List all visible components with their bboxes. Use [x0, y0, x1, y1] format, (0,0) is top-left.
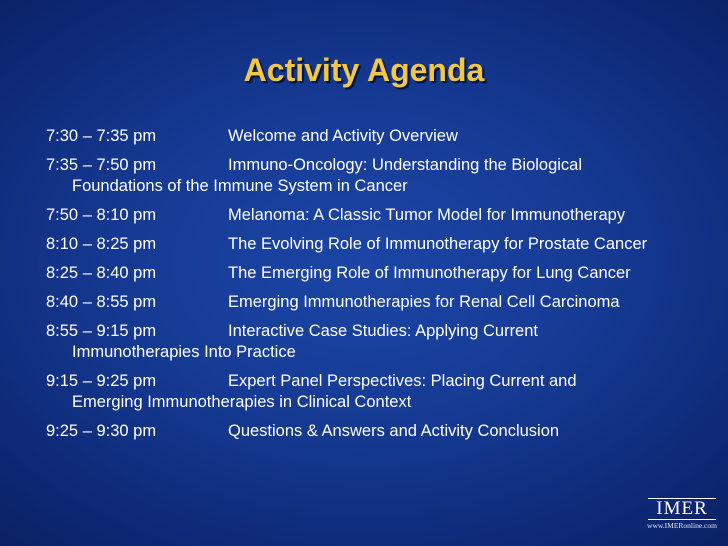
- imer-logo: [646, 498, 718, 530]
- logo-bottom-rule: [648, 519, 716, 520]
- agenda-topic: Emerging Immunotherapies for Renal Cell Carcinoma: [228, 293, 620, 311]
- slide-title: Activity Agenda: [243, 52, 485, 88]
- agenda-time: 9:25 – 9:30 pm: [46, 422, 157, 440]
- agenda-topic-continued: Foundations of the Immune System in Cancer: [72, 177, 408, 195]
- agenda-topic: The Emerging Role of Immunotherapy for Lung Cancer: [228, 264, 631, 282]
- agenda-topic: The Evolving Role of Immunotherapy for Prostate Cancer: [228, 235, 648, 253]
- agenda-item: [46, 371, 726, 413]
- agenda-item: [46, 292, 726, 313]
- agenda-topic: Interactive Case Studies: Applying Current: [228, 322, 538, 340]
- agenda-time: 7:50 – 8:10 pm: [46, 206, 157, 224]
- agenda-topic: Immuno-Oncology: Understanding the Biological: [228, 156, 583, 174]
- agenda-time: 9:15 – 9:25 pm: [46, 372, 157, 390]
- agenda-item: [46, 421, 726, 442]
- agenda-item: [46, 234, 726, 255]
- agenda-item: [46, 205, 726, 226]
- logo-brand: IMER: [656, 498, 708, 519]
- agenda-topic-continued: Immunotherapies Into Practice: [72, 343, 296, 361]
- agenda-item: [46, 126, 726, 147]
- agenda-time: 8:40 – 8:55 pm: [46, 293, 157, 311]
- agenda-topic: Melanoma: A Classic Tumor Model for Immunotherapy: [228, 206, 626, 224]
- agenda-list: [46, 126, 726, 450]
- agenda-item: [46, 263, 726, 284]
- agenda-topic: Welcome and Activity Overview: [228, 127, 458, 145]
- agenda-item: [46, 155, 726, 197]
- agenda-topic: Expert Panel Perspectives: Placing Current and: [228, 372, 577, 390]
- agenda-item: [46, 321, 726, 363]
- agenda-time: 8:10 – 8:25 pm: [46, 235, 157, 253]
- agenda-time: 8:55 – 9:15 pm: [46, 322, 157, 340]
- agenda-time: 7:35 – 7:50 pm: [46, 156, 157, 174]
- agenda-time: 8:25 – 8:40 pm: [46, 264, 157, 282]
- agenda-topic-continued: Emerging Immunotherapies in Clinical Context: [72, 393, 412, 411]
- logo-url: www.IMERonline.com: [647, 521, 717, 530]
- agenda-time: 7:30 – 7:35 pm: [46, 127, 157, 145]
- agenda-topic: Questions & Answers and Activity Conclusion: [228, 422, 560, 440]
